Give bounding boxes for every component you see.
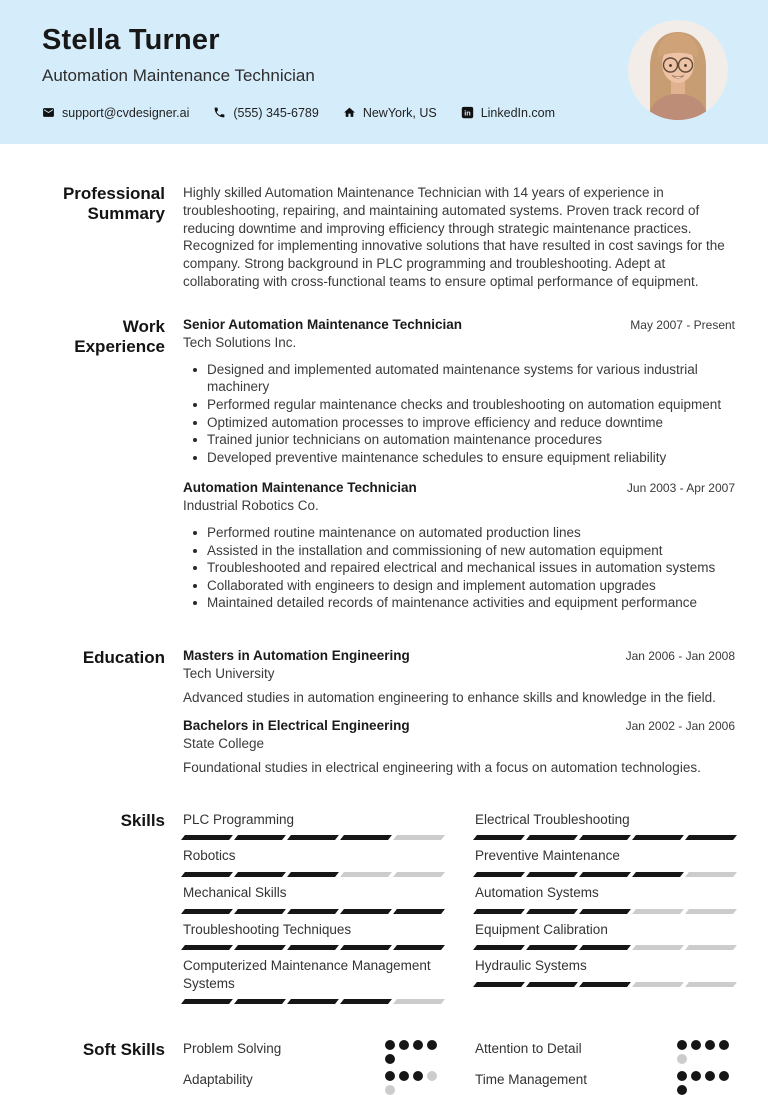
job-bullet: Designed and implemented automated maintenance systems for various industrial machinery [183, 361, 735, 396]
soft-skill-item [475, 1040, 735, 1064]
job-bullet: Troubleshooted and repaired electrical and mechanical issues in automation systems [183, 559, 735, 577]
section-education [0, 648, 735, 775]
skill-name: Electrical Troubleshooting [475, 811, 630, 827]
degree-description: Foundational studies in electrical engineering with a focus on automation technologies. [183, 759, 701, 775]
degree-description: Advanced studies in automation engineering to enhance skills and knowledge in the field. [183, 689, 716, 705]
education-body [183, 648, 735, 775]
experience-heading: Work Experience [74, 316, 165, 356]
soft-skill-name: Attention to Detail [475, 1041, 582, 1057]
contact-location-text: NewYork, US [362, 105, 437, 120]
experience-body [183, 317, 735, 612]
skill-meter [183, 835, 443, 840]
job-dates: May 2007 - Present [630, 317, 735, 332]
skill-item [183, 847, 443, 877]
skill-item [475, 811, 735, 841]
contact-linkedin [461, 106, 555, 120]
skill-item [183, 811, 443, 841]
skills-heading: Skills [120, 810, 165, 830]
summary-text: Highly skilled Automation Maintenance Technician with 14 years of experience in troubleshooting, repairing, and maintaining automated systems. Proven track record of reducing downtime and improving efficiency through strategic maintenance practices. Recognized for implementing innovative solutions that have resulted in cost savings for the company. Strong background in PLC programming and troubleshooting. Adept at collaborating with cross-functional teams to ensure optimal performance of equipment. [183, 185, 725, 290]
skill-meter [475, 835, 735, 840]
skill-name: Troubleshooting Techniques [183, 921, 352, 937]
soft-skill-item [183, 1040, 443, 1064]
section-soft-skills [0, 1040, 735, 1095]
job-bullet: Performed regular maintenance checks and troubleshooting on automation equipment [183, 396, 735, 414]
degree-dates: Jan 2006 - Jan 2008 [625, 648, 735, 663]
skill-name: Hydraulic Systems [475, 958, 587, 974]
person-name: Stella Turner [42, 24, 220, 56]
job-dates: Jun 2003 - Apr 2007 [626, 481, 735, 496]
contact-phone [213, 106, 318, 120]
skill-meter [183, 909, 443, 914]
soft-skill-name: Problem Solving [183, 1041, 282, 1057]
skill-meter [183, 999, 443, 1004]
skill-name: Preventive Maintenance [475, 848, 620, 864]
avatar [628, 20, 728, 120]
job-title: Senior Automation Maintenance Technician [183, 316, 463, 332]
degree-header [183, 648, 735, 663]
email-icon [42, 106, 55, 119]
soft-skill-item [183, 1071, 443, 1095]
skills-grid [183, 811, 735, 1004]
skill-meter [475, 945, 735, 950]
skill-name: Equipment Calibration [475, 921, 608, 937]
skill-item [183, 921, 443, 951]
education-heading: Education [82, 647, 165, 667]
skill-name: PLC Programming [183, 811, 295, 827]
section-skills [0, 811, 735, 1004]
job-bullet-list [183, 361, 735, 466]
soft-skill-meter [677, 1040, 735, 1064]
home-icon [343, 106, 356, 119]
job-company: Industrial Robotics Co. [183, 498, 319, 514]
skill-item [475, 957, 735, 1004]
degree-school: Tech University [183, 665, 275, 681]
profile-photo [628, 20, 728, 120]
job-header [183, 317, 735, 332]
job-bullet: Maintained detailed records of maintenance activities and equipment performance [183, 594, 735, 612]
svg-text:in: in [463, 108, 471, 118]
skill-name: Robotics [183, 848, 236, 864]
linkedin-icon [461, 106, 474, 119]
skill-name: Automation Systems [475, 884, 599, 900]
job-header [183, 480, 735, 495]
soft-skill-meter [677, 1071, 735, 1095]
summary-heading: Professional Summary [62, 184, 165, 224]
job-entry [183, 317, 735, 466]
skill-item [183, 884, 443, 914]
skill-item [183, 957, 443, 1004]
soft-skill-meter [385, 1071, 443, 1095]
soft-skill-meter [385, 1040, 443, 1064]
job-company: Tech Solutions Inc. [183, 334, 297, 350]
job-bullet: Developed preventive maintenance schedules to ensure equipment reliability [183, 449, 735, 467]
job-bullet: Performed routine maintenance on automated production lines [183, 524, 735, 542]
degree-title: Bachelors in Electrical Engineering [183, 717, 410, 733]
soft-skill-name: Time Management [475, 1072, 588, 1088]
section-experience [0, 317, 735, 612]
skill-meter [475, 909, 735, 914]
soft-skill-name: Adaptability [183, 1072, 253, 1088]
resume-body [0, 144, 768, 1095]
job-bullet: Collaborated with engineers to design and implement automation upgrades [183, 577, 735, 595]
contact-email [42, 106, 189, 120]
phone-icon [213, 106, 226, 119]
job-bullet-list [183, 524, 735, 612]
degree-title: Masters in Automation Engineering [183, 647, 410, 663]
degree-dates: Jan 2002 - Jan 2006 [625, 718, 735, 733]
person-job-title: Automation Maintenance Technician [42, 65, 315, 85]
summary-body [183, 184, 735, 291]
skill-item [475, 921, 735, 951]
soft-skills-heading: Soft Skills [82, 1040, 165, 1060]
job-title: Automation Maintenance Technician [183, 480, 417, 496]
soft-skill-item [475, 1071, 735, 1095]
contact-linkedin-text: LinkedIn.com [480, 105, 556, 120]
job-entry [183, 480, 735, 612]
skill-item [475, 884, 735, 914]
degree-school: State College [183, 735, 265, 751]
section-summary [0, 184, 735, 291]
degree-entry [183, 718, 735, 775]
skill-meter [475, 982, 735, 987]
skill-name: Mechanical Skills [183, 884, 287, 900]
skill-item [475, 847, 735, 877]
contact-location [343, 106, 437, 120]
job-bullet: Assisted in the installation and commissioning of new automation equipment [183, 542, 735, 560]
job-bullet: Optimized automation processes to improve efficiency and reduce downtime [183, 414, 735, 432]
degree-entry [183, 648, 735, 705]
contact-phone-text: (555) 345-6789 [233, 105, 319, 120]
contact-email-text: support@cvdesigner.ai [62, 105, 190, 120]
skill-meter [183, 872, 443, 877]
job-bullet: Trained junior technicians on automation maintenance procedures [183, 431, 735, 449]
skill-name: Computerized Maintenance Management Systems [183, 958, 431, 991]
degree-header [183, 718, 735, 733]
skill-meter [475, 872, 735, 877]
resume-header [0, 0, 768, 144]
soft-skills-grid [183, 1040, 735, 1095]
skill-meter [183, 945, 443, 950]
